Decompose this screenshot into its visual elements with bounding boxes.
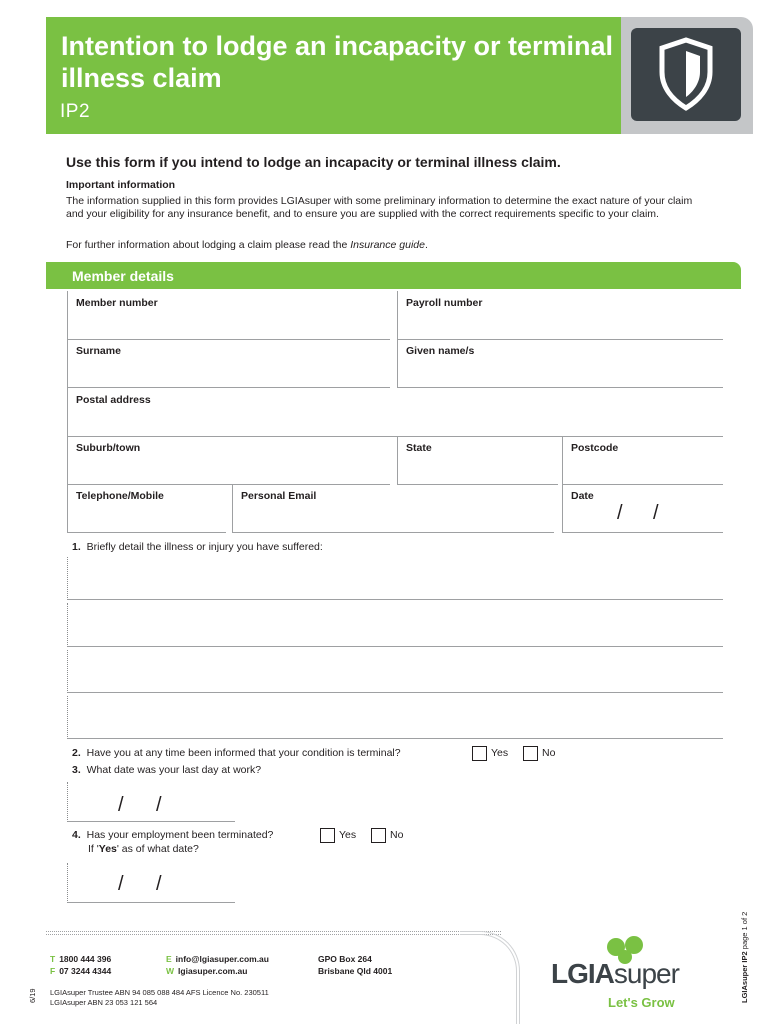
q4-no-checkbox[interactable] bbox=[371, 828, 386, 843]
further-prefix: For further information about lodging a claim please read the bbox=[66, 239, 351, 251]
page-indicator bbox=[740, 912, 749, 1003]
postal-line-1: GPO Box 264 bbox=[318, 954, 372, 964]
phone-number[interactable]: 1800 444 396 bbox=[59, 954, 112, 964]
email-field[interactable] bbox=[232, 484, 554, 533]
footer-contact-phone bbox=[50, 953, 111, 977]
question-2 bbox=[72, 747, 401, 759]
surname-field[interactable] bbox=[67, 339, 390, 388]
last-work-date-field[interactable] bbox=[67, 782, 235, 822]
postal-address-field[interactable] bbox=[67, 388, 723, 437]
web-key: W bbox=[166, 966, 175, 976]
given-names-label: Given name/s bbox=[406, 345, 475, 357]
member-number-label: Member number bbox=[76, 297, 158, 309]
further-info bbox=[66, 239, 706, 251]
footer-postal bbox=[318, 953, 392, 977]
q4-text: Has your employment been terminated? bbox=[86, 829, 274, 841]
q3-slash-1: / bbox=[118, 794, 124, 816]
given-names-field[interactable] bbox=[397, 339, 723, 388]
q3-slash-2: / bbox=[156, 794, 162, 816]
member-number-field[interactable] bbox=[67, 291, 390, 340]
q2-yes-checkbox[interactable] bbox=[472, 746, 487, 761]
q4-followup-suffix: ' as of what date? bbox=[116, 843, 199, 855]
important-body: The information supplied in this form provides LGIAsuper with some preliminary information to determine the exact nature of your claim and your eligibility for any insurance benefit, and to ensure you are supplied with the correct requirements specific to your claim. bbox=[66, 195, 693, 221]
page-brand: LGIAsuper IP2 bbox=[740, 951, 749, 1003]
form-title: Intention to lodge an incapacity or terminal illness claim bbox=[61, 31, 614, 93]
q1-answer-line-1[interactable] bbox=[67, 557, 723, 600]
q3-number: 3. bbox=[72, 764, 81, 776]
termination-date-field[interactable] bbox=[67, 863, 235, 903]
q4-yes-label: Yes bbox=[339, 829, 357, 841]
q4-slash-2: / bbox=[156, 873, 162, 895]
q2-yes-label: Yes bbox=[491, 747, 509, 759]
payroll-number-field[interactable] bbox=[397, 291, 723, 340]
q4-slash-1: / bbox=[118, 873, 124, 895]
fax-number: 07 3244 4344 bbox=[59, 966, 112, 976]
q1-answer-line-2[interactable] bbox=[67, 603, 723, 647]
form-code: IP2 bbox=[60, 101, 91, 122]
logo-tagline: Let's Grow bbox=[608, 995, 675, 1010]
q1-answer-line-4[interactable] bbox=[67, 696, 723, 739]
q4-followup-bold: Yes bbox=[98, 843, 117, 855]
telephone-label: Telephone/Mobile bbox=[76, 490, 164, 502]
postal-address-label: Postal address bbox=[76, 394, 151, 406]
state-field[interactable] bbox=[397, 436, 558, 485]
q3-text: What date was your last day at work? bbox=[86, 764, 262, 776]
suburb-field[interactable] bbox=[67, 436, 390, 485]
email-address[interactable]: info@lgiasuper.com.au bbox=[175, 954, 269, 964]
question-1 bbox=[72, 541, 323, 553]
member-details-title: Member details bbox=[72, 268, 174, 284]
version-code: 6/19 bbox=[28, 988, 37, 1003]
insurance-guide-link[interactable]: Insurance guide bbox=[350, 239, 425, 251]
logo-super: super bbox=[613, 958, 679, 989]
q1-answer-line-3[interactable] bbox=[67, 650, 723, 693]
question-4 bbox=[72, 829, 273, 841]
state-label: State bbox=[406, 442, 432, 454]
q2-no-checkbox[interactable] bbox=[523, 746, 538, 761]
suburb-label: Suburb/town bbox=[76, 442, 141, 454]
email-label: Personal Email bbox=[241, 490, 317, 502]
q4-followup bbox=[88, 843, 199, 855]
q1-number: 1. bbox=[72, 541, 81, 553]
q4-number: 4. bbox=[72, 829, 81, 841]
footer-legal bbox=[50, 988, 269, 1008]
date-slash-1: / bbox=[617, 502, 623, 524]
q2-text: Have you at any time been informed that your condition is terminal? bbox=[86, 747, 401, 759]
phone-key: T bbox=[50, 954, 56, 964]
payroll-number-label: Payroll number bbox=[406, 297, 483, 309]
q4-followup-prefix: If ' bbox=[88, 843, 99, 855]
postal-line-2: Brisbane Qld 4001 bbox=[318, 966, 393, 976]
postcode-field[interactable] bbox=[562, 436, 723, 485]
logo-main: LGIA bbox=[551, 958, 614, 989]
date-slash-2: / bbox=[653, 502, 659, 524]
web-address[interactable]: lgiasuper.com.au bbox=[178, 966, 248, 976]
q4-yes-checkbox[interactable] bbox=[320, 828, 335, 843]
legal-line-1: LGIAsuper Trustee ABN 94 085 088 484 AFS Licence No. 230511 bbox=[50, 988, 269, 997]
q2-no-label: No bbox=[542, 747, 556, 759]
shield-icon bbox=[631, 28, 741, 121]
telephone-field[interactable] bbox=[67, 484, 226, 533]
badge bbox=[631, 28, 741, 121]
date-field[interactable] bbox=[562, 484, 723, 533]
postcode-label: Postcode bbox=[571, 442, 619, 454]
page-info: page 1 of 2 bbox=[740, 911, 749, 952]
q4-no-label: No bbox=[390, 829, 404, 841]
date-label: Date bbox=[571, 490, 594, 502]
q1-text: Briefly detail the illness or injury you have suffered: bbox=[86, 541, 323, 553]
intro-title: Use this form if you intend to lodge an incapacity or terminal illness claim. bbox=[66, 154, 561, 170]
question-3 bbox=[72, 764, 261, 776]
footer-curve bbox=[460, 931, 520, 1024]
fax-key: F bbox=[50, 966, 56, 976]
logo-wordmark bbox=[551, 958, 679, 990]
legal-line-2: LGIAsuper ABN 23 053 121 564 bbox=[50, 998, 158, 1007]
further-suffix: . bbox=[424, 239, 428, 251]
footer-contact-online bbox=[166, 953, 269, 977]
footer-divider bbox=[46, 931, 501, 935]
q2-number: 2. bbox=[72, 747, 81, 759]
surname-label: Surname bbox=[76, 345, 121, 357]
important-heading: Important information bbox=[66, 179, 176, 191]
email-key: E bbox=[166, 954, 172, 964]
